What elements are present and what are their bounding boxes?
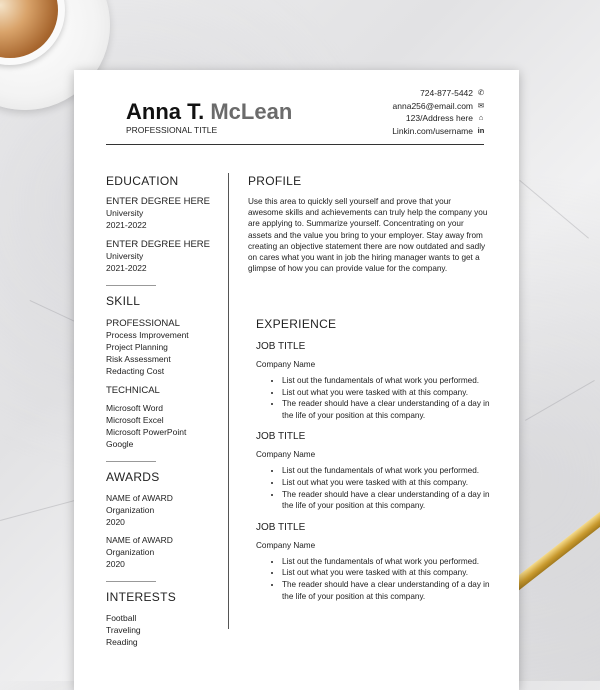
experience-section xyxy=(256,317,496,602)
job-bullet: • List out the fundamentals of what work you performed. xyxy=(282,375,496,387)
skill-item: Redacting Cost xyxy=(106,366,165,376)
section-rule xyxy=(106,581,156,582)
left-column xyxy=(106,174,221,648)
degree-title: ENTER DEGREE HERE xyxy=(106,196,210,207)
award-year: 2020 xyxy=(106,517,125,527)
award-year: 2020 xyxy=(106,559,125,569)
skill-item: Risk Assessment xyxy=(106,354,171,364)
contact-block xyxy=(392,87,485,137)
award-name: NAME of AWARD xyxy=(106,493,173,503)
job-bullets xyxy=(256,556,496,602)
candidate-name xyxy=(126,99,292,125)
company-name: Company Name xyxy=(256,540,316,550)
home-icon: ⌂ xyxy=(478,113,484,123)
job-bullet: • List out what you were tasked with at this company. xyxy=(282,477,496,489)
job-title: JOB TITLE xyxy=(256,521,306,533)
skill-heading: SKILL xyxy=(106,294,141,308)
school-name: University xyxy=(106,208,144,218)
contact-address: 123/Address here ⌂ xyxy=(405,113,484,124)
last-name: McLean xyxy=(210,99,293,124)
first-name: Anna T. xyxy=(126,99,205,124)
phone-icon: ✆ xyxy=(477,88,485,97)
award-org: Organization xyxy=(106,547,155,557)
profile-text: Use this area to quickly sell yourself and prove that your awesome skills and achievements can truly help the company you are applying to. Summarize yourself. Concentrating on your assets and the value you bring to your employer. Stay away from creating an objective statement there are now outdated and sadly on cares what you want in job the hiring manager wants to get a glimpse of how you can provide value for the company. xyxy=(248,197,488,274)
job-entry xyxy=(256,431,496,511)
job-bullet: • List out the fundamentals of what work you performed. xyxy=(282,465,496,477)
resume-page xyxy=(74,70,519,690)
technical-skills-heading: TECHNICAL xyxy=(106,385,160,396)
job-entry xyxy=(256,341,496,421)
job-bullet: • List out what you were tasked with at this company. xyxy=(282,387,496,399)
job-title: JOB TITLE xyxy=(256,431,306,443)
job-bullets xyxy=(256,375,496,421)
marble-vein xyxy=(519,180,589,239)
contact-phone: 724-877-5442 ✆ xyxy=(420,88,485,98)
school-years: 2021-2022 xyxy=(106,220,147,230)
profile-section xyxy=(248,174,488,274)
interest-item: Football xyxy=(106,613,137,623)
skill-item: Microsoft PowerPoint xyxy=(106,427,187,437)
linkedin-icon: in xyxy=(477,125,485,135)
professional-title: PROFESSIONAL TITLE xyxy=(126,125,218,135)
job-bullet: • The reader should have a clear understanding of a day in the life of your position at this company. xyxy=(282,579,496,602)
email-icon: ✉ xyxy=(477,100,485,110)
degree-title: ENTER DEGREE HERE xyxy=(106,239,210,250)
skill-item: Google xyxy=(106,439,134,449)
experience-heading: EXPERIENCE xyxy=(256,317,337,331)
job-bullet: • List out the fundamentals of what work you performed. xyxy=(282,556,496,568)
school-years: 2021-2022 xyxy=(106,263,147,273)
marble-vein xyxy=(525,380,595,421)
column-divider xyxy=(228,173,229,629)
skill-item: Microsoft Word xyxy=(106,403,163,413)
job-bullets xyxy=(256,465,496,511)
profile-heading: PROFILE xyxy=(248,174,302,188)
section-rule xyxy=(106,285,156,286)
interest-item: Traveling xyxy=(106,625,141,635)
awards-heading: AWARDS xyxy=(106,470,160,484)
company-name: Company Name xyxy=(256,450,316,460)
job-bullet: • The reader should have a clear understanding of a day in the life of your position at this company. xyxy=(282,398,496,421)
job-bullet: • The reader should have a clear understanding of a day in the life of your position at this company. xyxy=(282,489,496,512)
interest-item: Reading xyxy=(106,637,138,647)
school-name: University xyxy=(106,251,144,261)
professional-skills-heading: PROFESSIONAL xyxy=(106,318,180,329)
skill-item: Project Planning xyxy=(106,342,168,352)
section-rule xyxy=(106,461,156,462)
award-name: NAME of AWARD xyxy=(106,535,173,545)
contact-linkedin: Linkin.com/username in xyxy=(392,125,485,136)
job-bullet: • List out what you were tasked with at this company. xyxy=(282,567,496,579)
interests-heading: INTERESTS xyxy=(106,590,177,604)
skill-item: Microsoft Excel xyxy=(106,415,164,425)
education-heading: EDUCATION xyxy=(106,174,179,188)
award-org: Organization xyxy=(106,505,155,515)
job-title: JOB TITLE xyxy=(256,341,306,352)
contact-email: anna256@email.com ✉ xyxy=(392,100,485,111)
header-divider xyxy=(106,144,484,145)
job-entry xyxy=(256,522,496,602)
company-name: Company Name xyxy=(256,360,316,369)
skill-item: Process Improvement xyxy=(106,330,189,340)
